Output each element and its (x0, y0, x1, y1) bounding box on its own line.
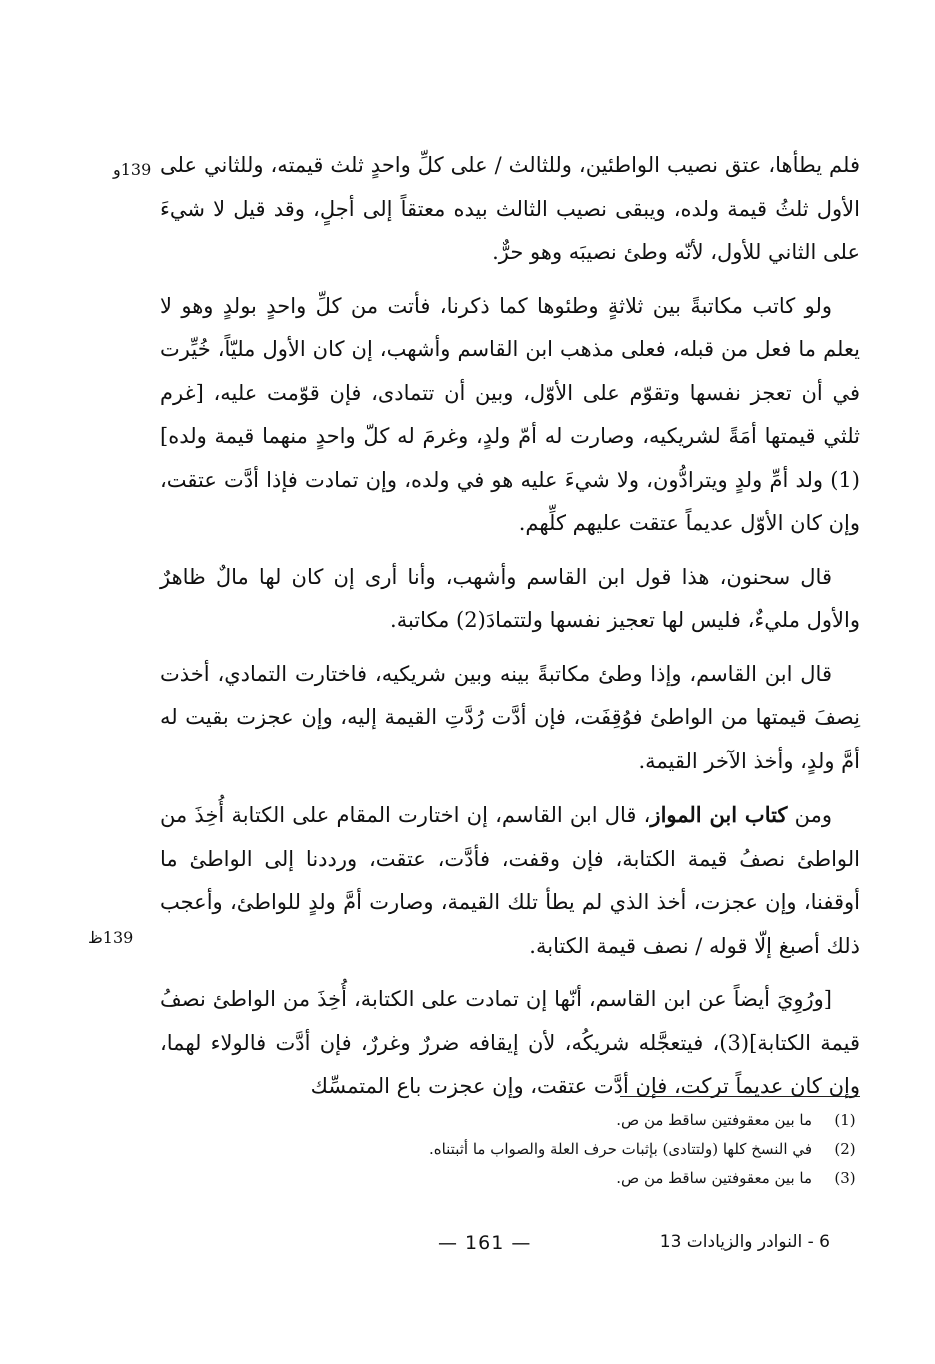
footnote-divider (620, 1096, 860, 1097)
footnote-1 (260, 1106, 860, 1135)
main-text (160, 144, 860, 1109)
folio-marker-recto: 139و (113, 160, 152, 179)
footnote-number: (3) (834, 1169, 856, 1187)
book-title: كتاب ابن المواز (650, 802, 788, 827)
paragraph-6: [ورُوِيَ أيضاً عن ابن القاسم، أنّها إن تمادت على الكتابة، أُخِذَ من الواطئ نصفُ قيمة الكتابة](3)، فيتعجَّله شريكُه، لأن إيقافه ضررٌ وغررٌ، فإن أدَّت فالولاء لهما، وإن كان عديماً تركت، فإن أدَّت عتقت، وإن عجزت باع المتمسِّك (160, 987, 860, 1098)
footnote-text: ما بين معقوفتين ساقط من ص. (616, 1169, 812, 1187)
paragraph-5-body: ، قال ابن القاسم، إن اختارت المقام على الكتابة أُخِذَ من الواطئ نصفُ قيمة الكتابة، فإن وقفت، فأدَّت، عتقت، ورددنا إلى الواطئ ما أوقفنا، وإن عجزت، أخذ الذي لم يطأ تلك القيمة، وصارت أمَّ ولدٍ للواطئ، وأعجب ذلك أصبغ إلّا قوله / نصف قيمة الكتابة. (160, 803, 860, 958)
footnotes (260, 1106, 860, 1193)
footnote-2 (260, 1135, 860, 1164)
footnote-text: في النسخ كلها (ولتتادى) بإثبات حرف العلة والصواب ما أثبتناه. (428, 1140, 812, 1158)
footnote-text: ما بين معقوفتين ساقط من ص. (616, 1111, 812, 1129)
paragraph-3: قال سحنون، هذا قول ابن القاسم وأشهب، وأنا أرى إن كان لها مالٌ ظاهرٌ والأول مليءٌ، فليس لها تعجيز نفسها ولتتمادَ(2) مكاتبة. (160, 564, 860, 632)
page-number: — 161 — (438, 1232, 532, 1254)
footnote-3 (260, 1164, 860, 1193)
folio-marker-verso: 139ظ (88, 928, 134, 947)
page-footer (0, 1232, 935, 1262)
paragraph-5 (160, 793, 860, 968)
running-footer: 6 - النوادر والزيادات 13 (659, 1232, 830, 1252)
paragraph-4: قال ابن القاسم، وإذا وطئ مكاتبةً بينه وبين شريكيه، فاختارت التمادي، أخذت نِصفَ قيمتها من الواطئ فوُقِفَت، فإن أدَّت رُدَّتِ القيمة إليه، وإن عجزت بقيت له أمَّ ولدٍ، وأخذ الآخر القيمة. (160, 661, 860, 773)
paragraph-1: فلم يطأها، عتق نصيب الواطئين، وللثالث / على كلِّ واحدٍ ثلث قيمته، وللثاني على الأول ثلثُ قيمة ولده، ويبقى نصيب الثالث بيده معتقاً إلى أجلٍ، وقد قيل لا شيءَ على الثاني للأول، لأنّه وطئ نصيبَه وهو حرٌّ. (160, 153, 860, 264)
paragraph-2: ولو كاتب مكاتبةً بين ثلاثةٍ وطئوها كما ذكرنا، فأتت من كلِّ واحدٍ بولدٍ وهو لا يعلم ما فعل من قبله، فعلى مذهب ابن القاسم وأشهب، إن كان الأول مليّاً، خُيِّرت في أن تعجز نفسها وتقوّم على الأوّل، وبين أن تتمادى، فإن قوّمت عليه، [غرم ثلثي قيمتها أمَةً لشريكيه، وصارت له أمّ ولدٍ، وغرمَ له كلّ واحدٍ منهما قيمة ولده](1) ولد أمِّ ولدٍ ويترادُّون، ولا شيءَ عليه هو في ولده، وإن تمادت فإذا أدَّت عتقت، وإن كان الأوّل عديماً عتقت عليهم كلِّهم. (160, 293, 860, 535)
paragraph-5-intro: ومن (787, 803, 832, 827)
footnote-number: (1) (834, 1111, 856, 1129)
footnote-number: (2) (834, 1140, 856, 1158)
